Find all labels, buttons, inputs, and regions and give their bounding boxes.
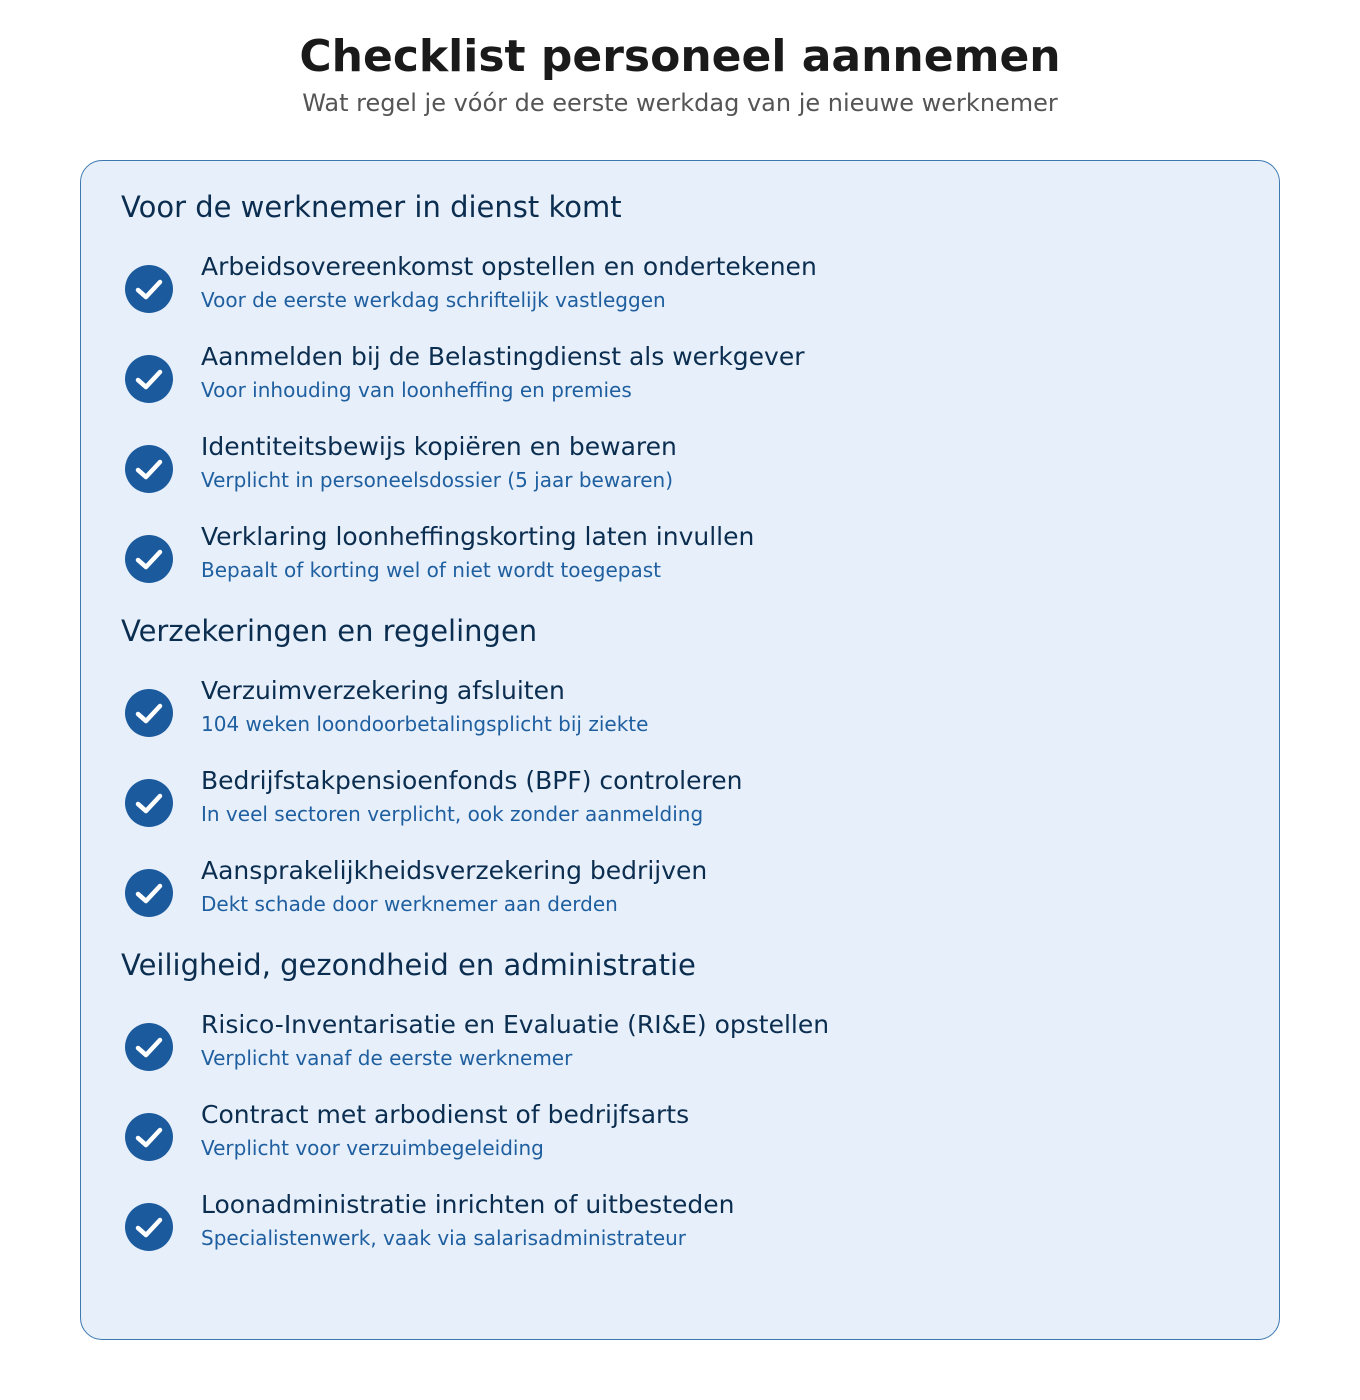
item-title: Risico-Inventarisatie en Evaluatie (RI&E) opstellen xyxy=(201,1010,830,1039)
section-heading-insurance: Verzekeringen en regelingen xyxy=(121,614,538,648)
checkmark-icon xyxy=(125,1023,173,1071)
item-subtitle: 104 weken loondoorbetalingsplicht bij ziekte xyxy=(201,712,649,736)
checklist-item xyxy=(121,342,1221,425)
item-subtitle: In veel sectoren verplicht, ook zonder aanmelding xyxy=(201,802,704,826)
checklist-item xyxy=(121,1010,1221,1093)
checklist-item xyxy=(121,766,1221,849)
checklist-item xyxy=(121,856,1221,939)
item-title: Identiteitsbewijs kopiëren en bewaren xyxy=(201,432,677,461)
item-title: Bedrijfstakpensioenfonds (BPF) controleren xyxy=(201,766,743,795)
section-heading-intake: Voor de werknemer in dienst komt xyxy=(121,190,622,224)
checklist-card xyxy=(80,160,1280,1340)
item-subtitle: Verplicht voor verzuimbegeleiding xyxy=(201,1136,544,1160)
item-title: Verzuimverzekering afsluiten xyxy=(201,676,565,705)
checkmark-icon xyxy=(125,445,173,493)
checkmark-icon xyxy=(125,265,173,313)
item-subtitle: Bepaalt of korting wel of niet wordt toegepast xyxy=(201,558,661,582)
checkmark-icon xyxy=(125,779,173,827)
checkmark-icon xyxy=(125,689,173,737)
checkmark-icon xyxy=(125,1113,173,1161)
item-subtitle: Dekt schade door werknemer aan derden xyxy=(201,892,618,916)
checkmark-icon xyxy=(125,355,173,403)
checklist-item xyxy=(121,1190,1221,1273)
checklist-item xyxy=(121,522,1221,605)
section-heading-safety: Veiligheid, gezondheid en administratie xyxy=(121,948,696,982)
item-subtitle: Verplicht in personeelsdossier (5 jaar bewaren) xyxy=(201,468,673,492)
checklist-item xyxy=(121,432,1221,515)
checklist-item xyxy=(121,676,1221,759)
checkmark-icon xyxy=(125,535,173,583)
item-title: Verklaring loonheffingskorting laten invullen xyxy=(201,522,755,551)
item-title: Aansprakelijkheidsverzekering bedrijven xyxy=(201,856,708,885)
checkmark-icon xyxy=(125,1203,173,1251)
item-subtitle: Voor de eerste werkdag schriftelijk vastleggen xyxy=(201,288,666,312)
page-title: Checklist personeel aannemen xyxy=(299,31,1061,82)
item-title: Aanmelden bij de Belastingdienst als werkgever xyxy=(201,342,805,371)
item-title: Arbeidsovereenkomst opstellen en ondertekenen xyxy=(201,252,817,281)
item-title: Contract met arbodienst of bedrijfsarts xyxy=(201,1100,690,1129)
checkmark-icon xyxy=(125,869,173,917)
item-title: Loonadministratie inrichten of uitbesteden xyxy=(201,1190,735,1219)
item-subtitle: Voor inhouding van loonheffing en premies xyxy=(201,378,632,402)
item-subtitle: Specialistenwerk, vaak via salarisadministrateur xyxy=(201,1226,687,1250)
checklist-item xyxy=(121,252,1221,335)
page-subtitle: Wat regel je vóór de eerste werkdag van je nieuwe werknemer xyxy=(302,89,1058,117)
item-subtitle: Verplicht vanaf de eerste werknemer xyxy=(201,1046,573,1070)
checklist-item xyxy=(121,1100,1221,1183)
